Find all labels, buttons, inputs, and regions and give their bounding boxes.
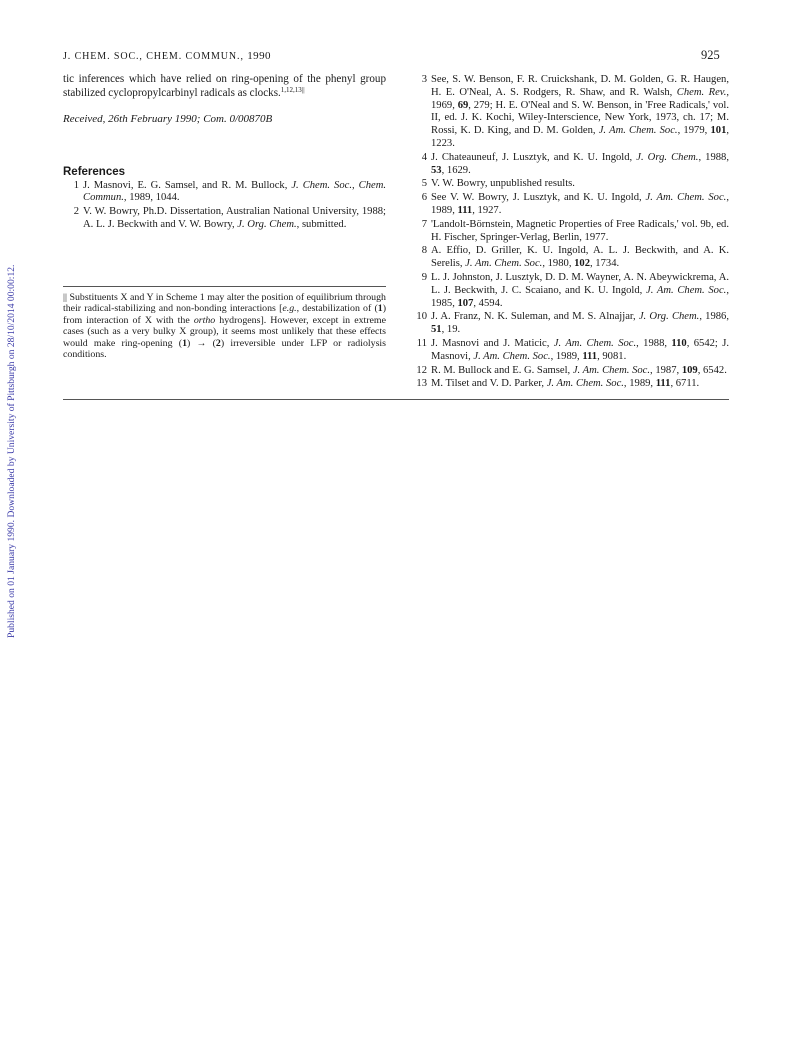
- right-column: [411, 73, 729, 391]
- bold-text: 1: [182, 337, 187, 349]
- text-run: , 1223.: [431, 125, 730, 149]
- intro-paragraph: [63, 73, 386, 100]
- intro-citation: 1,12,13||: [280, 85, 305, 94]
- reference-6: [411, 192, 729, 218]
- bold-text: 53: [431, 164, 442, 176]
- text-run: , submitted.: [296, 218, 347, 230]
- italic-text: J. Am. Chem. Soc.: [645, 192, 727, 204]
- reference-text: [431, 311, 729, 337]
- text-run: J. Chateauneuf, J. Lusztyk, and K. U. Ingold,: [431, 151, 637, 163]
- italic-text: ortho: [193, 314, 216, 326]
- italic-text: J. Am. Chem. Soc.: [465, 258, 543, 270]
- reference-13: [411, 378, 729, 391]
- bold-text: 111: [582, 350, 598, 362]
- italic-text: J. Am. Chem. Soc.: [473, 350, 551, 362]
- reference-number: 12: [416, 364, 427, 376]
- reference-12: [411, 365, 729, 378]
- references-heading: References: [63, 165, 126, 178]
- italic-text: J. Am. Chem. Soc.: [546, 378, 624, 390]
- reference-8: [411, 245, 729, 271]
- text-run: , 6542; J. Masnovi,: [431, 337, 729, 362]
- italic-text: J. Org. Chem.: [237, 218, 297, 230]
- bold-text: 2: [215, 337, 221, 349]
- text-run: , 1989,: [623, 378, 656, 390]
- download-watermark: [4, 218, 18, 638]
- reference-5: [411, 178, 729, 191]
- text-run: , 1986,: [699, 311, 729, 323]
- reference-number: 6: [421, 192, 427, 204]
- text-run: V. W. Bowry, unpublished results.: [431, 178, 575, 190]
- text-run: , 279; H. E. O'Neal and S. W. Benson, in 'Free Radicals,' vol. II, ed. J. K. Kochi, Wiley-Interscience, New York, 1973, ch. 17; M. Rossi, K. D. King, and D. M. Golden,: [431, 99, 730, 137]
- text-run: , 1987,: [650, 364, 682, 376]
- journal-year: 1990: [247, 50, 271, 62]
- reference-10: [411, 311, 729, 337]
- bold-text: 111: [655, 378, 671, 390]
- italic-text: e.g.: [282, 303, 297, 315]
- reference-number: 3: [421, 74, 427, 85]
- text-run: , 1989,: [550, 350, 583, 362]
- reference-number: 7: [421, 218, 427, 230]
- reference-text: [431, 338, 729, 364]
- text-run: See, S. W. Benson, F. R. Cruickshank, D. M. Golden, G. R. Haugen, H. E. O'Neal, A. S. Rodgers, R. Shaw, and R. Walsh,: [431, 74, 729, 98]
- reference-4: [411, 152, 729, 178]
- intro-text: tic inferences which have relied on ring-opening of the phenyl group stabilized cyclopropylcarbinyl radicals as clocks.: [63, 73, 386, 99]
- reference-text: [431, 365, 729, 378]
- reference-number: 8: [421, 245, 427, 257]
- reference-9: [411, 272, 729, 310]
- italic-text: J. Chem. Soc., Chem. Commun.: [83, 179, 386, 204]
- italic-text: J. Am. Chem. Soc.: [553, 337, 637, 349]
- reference-text: [431, 245, 729, 271]
- reference-3: [411, 74, 729, 151]
- running-head: [63, 50, 271, 62]
- reference-number: 9: [421, 271, 427, 283]
- references-list-left: [63, 180, 386, 232]
- text-run: , 1734.: [590, 258, 620, 270]
- references-list-right: [411, 74, 729, 391]
- reference-number: 10: [416, 311, 427, 323]
- bold-text: 111: [457, 204, 473, 216]
- text-run: , destabilization of (: [296, 303, 378, 315]
- reference-text: [83, 206, 386, 232]
- text-run: , 9081.: [597, 350, 627, 362]
- italic-text: Chem. Rev.: [676, 86, 727, 98]
- italic-text: J. Am. Chem. Soc.: [572, 364, 651, 376]
- text-run: , 1988,: [698, 151, 730, 163]
- bold-text: 107: [457, 297, 474, 309]
- bold-text: 101: [710, 125, 727, 137]
- reference-7: [411, 219, 729, 245]
- page-bottom-rule: [63, 399, 729, 400]
- left-column: [63, 73, 386, 232]
- text-run: , 4594.: [473, 297, 503, 309]
- text-run: , 1989, 1044.: [123, 192, 180, 204]
- journal-name: J. CHEM. SOC., CHEM. COMMUN.,: [63, 51, 244, 62]
- reference-number: 13: [416, 378, 427, 390]
- text-run: ) → (: [187, 337, 216, 349]
- reference-2: [63, 206, 386, 232]
- text-run: J. Masnovi and J. Maticic,: [431, 337, 554, 349]
- reference-11: [411, 338, 729, 364]
- bold-text: 69: [457, 99, 469, 111]
- bold-text: 51: [431, 324, 442, 336]
- reference-text: [431, 272, 729, 310]
- text-run: A. Effio, D. Griller, K. U. Ingold, A. L. J. Beckwith, and A. K. Serelis,: [431, 245, 729, 270]
- bold-text: 109: [681, 364, 698, 376]
- text-run: 'Landolt-Börnstein, Magnetic Properties of Free Radicals,' vol. 9b, ed. H. Fischer, Springer-Verlag, Berlin, 1977.: [431, 218, 729, 243]
- bold-text: 110: [671, 337, 687, 349]
- bold-text: 1: [377, 303, 383, 315]
- text-run: ) from interaction of X with the: [63, 303, 386, 326]
- reference-number: 4: [421, 151, 427, 163]
- reference-text: [431, 219, 729, 245]
- footnote: [63, 292, 386, 360]
- text-run: , 1629.: [441, 164, 471, 176]
- text-run: , 1969,: [431, 86, 729, 111]
- received-line: Received, 26th February 1990; Com. 0/00870B: [63, 113, 273, 125]
- download-watermark-text: Published on 01 January 1990. Downloaded by University of Pittsburgh on 28/10/2014 00:00:12.: [6, 264, 17, 638]
- text-run: , 1979,: [677, 125, 711, 137]
- reference-text: [431, 74, 729, 151]
- text-run: J. A. Franz, N. K. Suleman, and M. S. Alnajjar,: [431, 311, 639, 323]
- text-run: hydrogens]. However, except in extreme cases (such as a very bulky X group), it seems most unlikely that these effects would make ring-opening (: [63, 314, 386, 349]
- italic-text: J. Org. Chem.: [638, 311, 700, 323]
- reference-number: 2: [73, 206, 79, 218]
- italic-text: J. Am. Chem. Soc.: [598, 125, 678, 137]
- reference-text: [431, 178, 729, 191]
- text-run: L. J. Johnston, J. Lusztyk, D. D. M. Wayner, A. N. Abeywickrema, A. L. J. Beckwith, J. C. Scaiano, and K. U. Ingold,: [431, 271, 729, 296]
- text-run: M. Tilset and V. D. Parker,: [431, 378, 547, 390]
- italic-text: J. Am. Chem. Soc.: [646, 284, 727, 296]
- text-run: , 1985,: [431, 284, 729, 309]
- reference-text: [431, 152, 729, 178]
- text-run: V. W. Bowry, Ph.D. Dissertation, Australian National University, 1988; A. L. J. Beckwith and V. W. Bowry,: [83, 206, 386, 230]
- text-run: ) irreversible under LFP or radiolysis conditions.: [63, 337, 387, 361]
- text-run: , 1980,: [542, 258, 575, 270]
- bold-text: 102: [574, 258, 590, 270]
- text-run: See V. W. Bowry, J. Lusztyk, and K. U. Ingold,: [431, 192, 646, 204]
- reference-number: 5: [421, 178, 427, 190]
- reference-1: [63, 180, 386, 206]
- text-run: , 19.: [441, 324, 461, 336]
- text-run: J. Masnovi, E. G. Samsel, and R. M. Bullock,: [83, 179, 292, 191]
- text-run: R. M. Bullock and E. G. Samsel,: [431, 364, 573, 376]
- footnote-rule: [63, 286, 386, 287]
- text-run: , 6542.: [697, 364, 727, 376]
- text-run: , 6711.: [670, 378, 700, 390]
- reference-number: 1: [73, 179, 79, 191]
- text-run: , 1988,: [636, 337, 672, 349]
- text-run: || Substituents X and Y in Scheme 1 may alter the position of equilibrium through their radical-stabilizing and non-bonding interactions [: [63, 292, 386, 315]
- page-number: 925: [701, 48, 720, 62]
- reference-text: [431, 378, 729, 391]
- reference-text: [83, 180, 386, 206]
- reference-text: [431, 192, 729, 218]
- italic-text: J. Org. Chem.: [636, 151, 699, 163]
- text-run: , 1927.: [472, 204, 502, 216]
- text-run: , 1989,: [431, 192, 729, 216]
- reference-number: 11: [416, 337, 427, 349]
